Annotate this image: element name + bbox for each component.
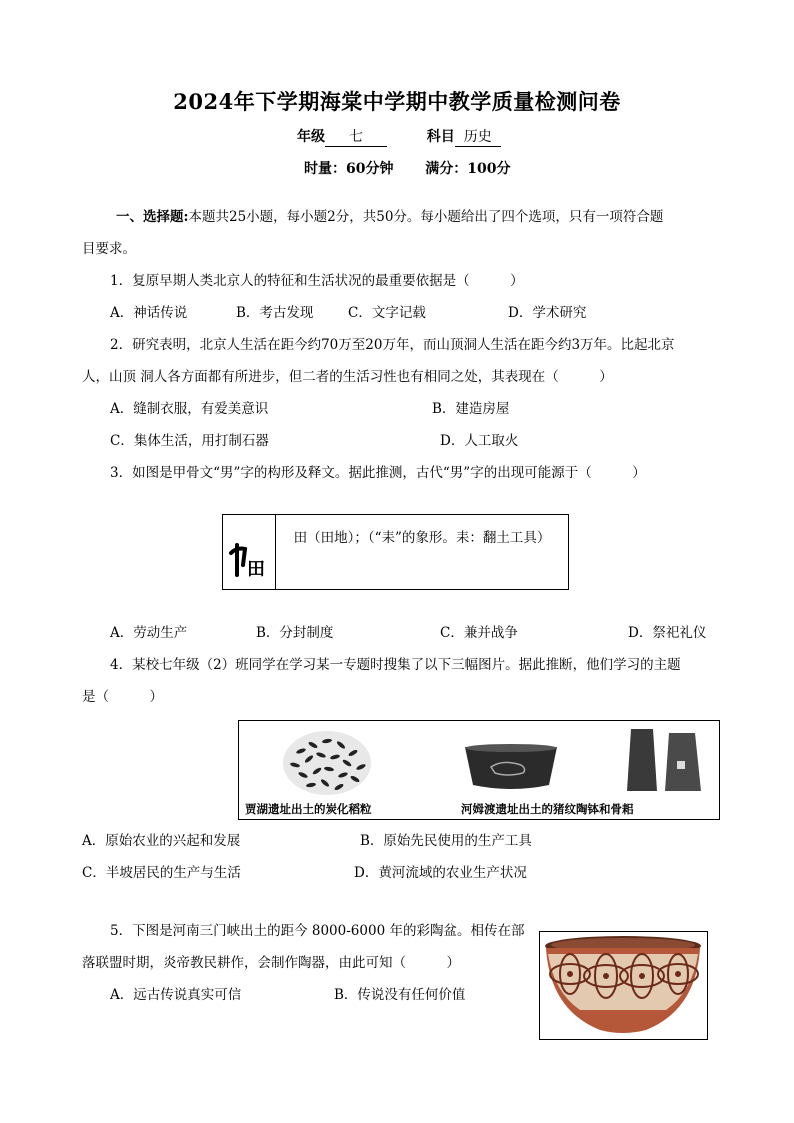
glyph-tian: 田 — [247, 559, 265, 580]
q3-option-b: B．分封制度 — [256, 625, 334, 641]
bone-spade-image — [623, 725, 707, 797]
oracle-bone-glyph-cell — [223, 515, 276, 589]
section1-intro — [116, 208, 663, 226]
exam-title: 2024年下学期海棠中学期中教学质量检测问卷 — [173, 89, 621, 114]
full-score: 满分：100分 — [425, 161, 511, 177]
painted-pottery-basin-icon — [540, 932, 707, 1039]
oracle-bone-nan-icon — [223, 515, 275, 589]
q4-option-d: D．黄河流域的农业生产状况 — [354, 865, 527, 881]
oracle-bone-explanation: 田（田地）；（“耒”的象形。耒：翻土工具） — [293, 530, 551, 546]
q3-stem: 3．如图是甲骨文“男”字的构形及释文。据此推测，古代“男”字的出现可能源于（ ） — [110, 465, 646, 481]
grade-value: 七 — [325, 126, 387, 147]
q2-stem-line2: 人，山顶 洞人各方面都有所进步，但二者的生活习性也有相同之处，其表现在（ ） — [82, 369, 613, 385]
subject-value: 历史 — [455, 126, 501, 147]
q2-option-a: A．缝制衣服，有爱美意识 — [110, 401, 269, 417]
subject-label: 科目 — [426, 129, 455, 145]
carbonized-rice-image — [281, 729, 373, 797]
q1-option-b: B．考古发现 — [236, 305, 314, 321]
q4-stem-line2: 是（ ） — [82, 689, 163, 705]
oracle-bone-table — [222, 514, 569, 590]
q3-option-c: C．兼并战争 — [440, 625, 518, 641]
section1-intro-line1: 本题共25小题，每小题2分，共50分。每小题给出了四个选项，只有一项符合题 — [188, 209, 664, 225]
section1-heading: 一、选择题: — [116, 209, 189, 225]
q3-option-a: A．劳动生产 — [110, 625, 188, 641]
q4-stem-line1: 4．某校七年级（2）班同学在学习某一专题时搜集了以下三幅图片。据此推断，他们学习的主题 — [110, 657, 681, 673]
q4-picture-strip — [238, 720, 720, 820]
q4-option-a: A．原始农业的兴起和发展 — [82, 833, 241, 849]
q4-option-b: B．原始先民使用的生产工具 — [360, 833, 532, 849]
q1-option-a: A．神话传说 — [110, 305, 188, 321]
q5-stem-line2: 落联盟时期，炎帝教民耕作，会制作陶器，由此可知（ ） — [82, 955, 460, 971]
caption-bowl-spade: 河姆渡遗址出土的猪纹陶钵和骨耜 — [461, 802, 634, 816]
exam-time: 时量：60分钟 — [304, 161, 394, 177]
q3-option-d: D．祭祀礼仪 — [628, 625, 707, 641]
painted-pottery-basin-image — [539, 931, 708, 1040]
q1-stem: 1．复原早期人类北京人的特征和生活状况的最重要依据是（ ） — [110, 273, 524, 289]
pig-pattern-bowl-image — [461, 741, 561, 793]
section1-intro-line2: 目要求。 — [82, 241, 136, 257]
q5-option-a: A．远古传说真实可信 — [110, 987, 242, 1003]
q2-option-d: D．人工取火 — [440, 433, 519, 449]
q1-option-c: C．文字记载 — [348, 305, 426, 321]
q4-option-c: C．半坡居民的生产与生活 — [82, 865, 241, 881]
grade-label: 年级 — [297, 129, 325, 145]
caption-rice: 贾湖遗址出土的炭化稻粒 — [245, 802, 372, 816]
time-score-line — [304, 158, 510, 178]
q2-option-c: C．集体生活，用打制石器 — [110, 433, 269, 449]
q5-stem-line1: 5．下图是河南三门峡出土的距今 8000-6000 年的彩陶盆。相传在部 — [110, 923, 525, 939]
q2-option-b: B．建造房屋 — [432, 401, 510, 417]
q1-option-d: D．学术研究 — [508, 305, 587, 321]
q2-stem-line1: 2．研究表明，北京人生活在距今约70万至20万年，而山顶洞人生活在距今约3万年。比起北京 — [110, 337, 675, 353]
q5-option-b: B．传说没有任何价值 — [334, 987, 466, 1003]
grade-subject-line — [297, 126, 501, 147]
